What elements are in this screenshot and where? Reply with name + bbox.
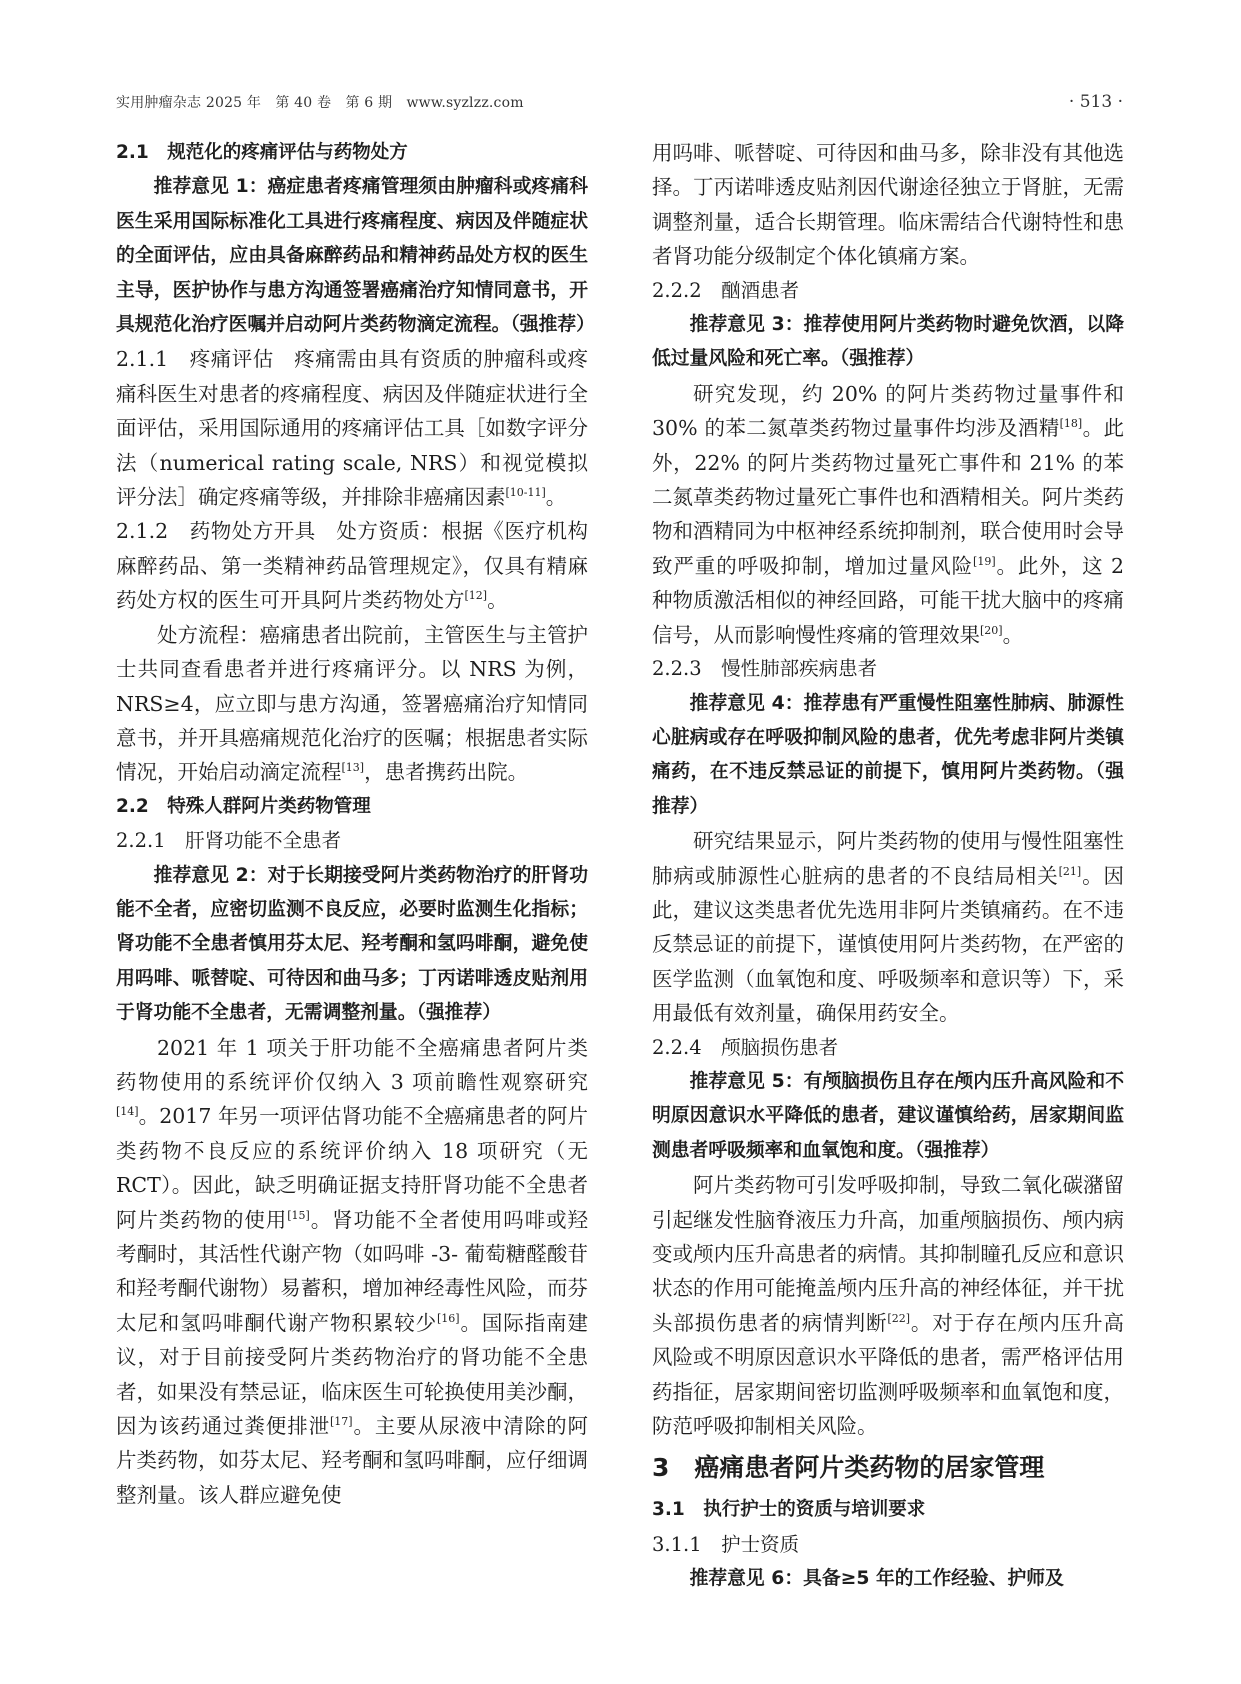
page-number: · 513 · (1068, 92, 1123, 112)
section-2-1-2-text: 处方资质：根据《医疗机构麻醉药品、第一类精神药品管理规定》，仅具有精麻药处方权的医生可开具阿片类药物处方 (116, 519, 589, 613)
recommendation-2: 推荐意见 2：对于长期接受阿片类药物治疗的肝肾功能不全者，应密切监测不良反应，必要时监测生化指标；肾功能不全患者慎用芬太尼、羟考酮和氢吗啡酮，避免使用吗啡、哌替啶、可待因和曲马多；丁丙诺啡透皮贴剂用于肾功能不全患者，无需调整剂量。（强推荐） (116, 864, 588, 1024)
paragraph-text: 。此外，22% 的阿片类药物过量死亡事件和 21% 的苯二氮䓬类药物过量死亡事件也和酒精相关。阿片类药物和酒精同为中枢神经系统抑制剂，联合使用时会导致严重的呼吸抑制，增加过量风险 (652, 416, 1124, 578)
citation: [20] (980, 623, 1003, 637)
citation: [22] (887, 1311, 910, 1325)
right-column (652, 136, 1124, 1597)
left-column (116, 136, 595, 1512)
section-2-2-1-title: 2.2.1 肝肾功能不全患者 (116, 829, 342, 853)
lung-paragraph (652, 824, 1124, 1030)
paragraph-text: ，患者携药出院。 (364, 760, 529, 785)
recommendation-6: 推荐意见 6：具备≥5 年的工作经验、护师及 (689, 1568, 1064, 1590)
section-2-1-2-heading: 2.1.2 药物处方开具 (116, 519, 316, 544)
paragraph-text: 。此外，这 2 种物质激活相似的神经回路，可能干扰大脑中的疼痛信号，从而影响慢性疼痛的管理效果 (652, 553, 1124, 647)
citation: [17] (330, 1415, 353, 1429)
citation: [14] (116, 1105, 139, 1119)
paragraph-text: 2021 年 1 项关于肝功能不全癌痛患者阿片类药物使用的系统评价仅纳入 3 项前瞻性观察研究 (116, 1035, 588, 1094)
paragraph-text: 研究结果显示，阿片类药物的使用与慢性阻塞性肺病或肺源性心脏病的患者的不良结局相关 (652, 829, 1124, 888)
section-2-2-title: 2.2 特殊人群阿片类药物管理 (116, 795, 371, 817)
journal-header: 实用肿瘤杂志 2025 年 第 40 卷 第 6 期 www.syzlzz.com (116, 95, 524, 111)
paragraph-text: 。对于存在颅内压升高风险或不明原因意识水平降低的患者，需严格评估用药指征，居家期间密切监测呼吸频率和血氧饱和度，防范呼吸抑制相关风险。 (652, 1310, 1125, 1439)
paragraph-text: 。因此，建议这类患者优先选用非阿片类镇痛药。在不违反禁忌证的前提下，谨慎使用阿片类药物，在严密的医学监测（血氧饱和度、呼吸频率和意识等）下，采用最低有效剂量，确保用药安全。 (652, 863, 1125, 1026)
section-2-1-title: 2.1 规范化的疼痛评估与药物处方 (116, 142, 408, 163)
citation: [12] (464, 589, 488, 603)
recommendation-3: 推荐意见 3：推荐使用阿片类药物时避免饮酒，以降低过量风险和死亡率。（强推荐） (652, 314, 1124, 370)
paragraph-text: 处方流程：癌痛患者出院前，主管医生与主管护士共同查看患者并进行疼痛评分。以 NRS 为例，NRS≥4，应立即与患方沟通，签署癌痛治疗知情同意书，并开具癌痛规范化治疗的医嘱；根据患者实际情况，开始启动滴定流程 (116, 622, 588, 785)
citation: [15] (287, 1208, 310, 1222)
section-2-1-1-text: 疼痛需由具有资质的肿瘤科或疼痛科医生对患者的疼痛程度、病因及伴随症状进行全面评估，采用国际通用的疼痛评估工具［如数字评分法（numerical rating scale, NRS）和视觉模拟评分法］确定疼痛等级，并排除非癌痛因素 (116, 347, 588, 510)
section-2-2-4-title: 2.2.4 颅脑损伤患者 (652, 1035, 839, 1059)
recommendation-4: 推荐意见 4：推荐患有严重慢性阻塞性肺病、肺源性心脏病或存在呼吸抑制风险的患者，优先考虑非阿片类镇痛药，在不违反禁忌证的前提下，慎用阿片类药物。（强推荐） (652, 692, 1124, 817)
citation: [10-11] (505, 486, 546, 500)
citation: [16] (437, 1311, 460, 1325)
citation: [21] (1058, 864, 1082, 878)
section-2-1-1: 2.1.1 疼痛评估 疼痛需由具有资质的肿瘤科或疼痛科医生对患者的疼痛程度、病因及伴随症状进行全面评估，采用国际通用的疼痛评估工具［如数字评分法（numerical rating scale, NRS）和视觉模拟评分法］确定疼痛等级，并排除非癌痛因素[10-11]。 (116, 347, 588, 510)
alcohol-paragraph (652, 377, 1124, 652)
paragraph-text: 阿片类药物可引发呼吸抑制，导致二氧化碳潴留引起继发性脑脊液压力升高，加重颅脑损伤、颅内病变或颅内压升高患者的病情。其抑制瞳孔反应和意识状态的作用可能掩盖颅内压升高的神经体征，并干扰头部损伤患者的病情判断 (652, 1173, 1124, 1335)
section-2-2-3-title: 2.2.3 慢性肺部疾病患者 (652, 657, 878, 681)
section-3-1-1-title: 3.1.1 护士资质 (652, 1532, 800, 1556)
paragraph-text: 。2017 年另一项评估肾功能不全癌痛患者的阿片类药物不良反应的系统评价纳入 18 项研究（无 RCT）。因此，缺乏明确证据支持肝肾功能不全患者阿片类药物的使用 (116, 1104, 588, 1232)
continued-paragraph: 用吗啡、哌替啶、可待因和曲马多，除非没有其他选择。丁丙诺啡透皮贴剂因代谢途径独立于肾脏，无需调整剂量，适合长期管理。临床需结合代谢特性和患者肾功能分级制定个体化镇痛方案。 (652, 141, 1124, 269)
section-2-2-2-title: 2.2.2 酗酒患者 (652, 278, 800, 302)
prescription-flow-paragraph (116, 618, 588, 790)
recommendation-1: 推荐意见 1：癌症患者疼痛管理须由肿瘤科或疼痛科医生采用国际标准化工具进行疼痛程度、病因及伴随症状的全面评估，应由具备麻醉药品和精神药品处方权的医生主导，医护协作与患方沟通签署癌痛治疗知情同意书，开具规范化治疗医嘱并启动阿片类药物滴定流程。（强推荐） (116, 176, 595, 336)
liver-kidney-paragraph (116, 1031, 588, 1513)
recommendation-5: 推荐意见 5：有颅脑损伤且存在颅内压升高风险和不明原因意识水平降低的患者，建议谨慎给药，居家期间监测患者呼吸频率和血氧饱和度。（强推荐） (652, 1070, 1124, 1161)
paragraph-text: 研究发现，约 20% 的阿片类药物过量事件和 30% 的苯二氮䓬类药物过量事件均涉及酒精 (652, 381, 1124, 441)
citation: [18] (1059, 417, 1083, 431)
paragraph-text: 。国际指南建议，对于目前接受阿片类药物治疗的肾功能不全患者，如果没有禁忌证，临床医生可轮换使用美沙酮，因为该药通过粪便排泄 (116, 1310, 589, 1439)
citation: [19] (973, 555, 996, 569)
citation: [13] (341, 761, 365, 775)
brain-injury-paragraph (652, 1168, 1124, 1443)
section-2-1-2: 2.1.2 药物处方开具 处方资质：根据《医疗机构麻醉药品、第一类精神药品管理规定》，仅具有精麻药处方权的医生可开具阿片类药物处方[12]。 (116, 519, 589, 613)
section-3-title: 3 癌痛患者阿片类药物的居家管理 (652, 1453, 1045, 1483)
section-2-1-1-heading: 2.1.1 疼痛评估 (116, 347, 274, 372)
paragraph-text: 。主要从尿液中清除的阿片类药物，如芬太尼、羟考酮和氢吗啡酮，应仔细调整剂量。该人群应避免使 (116, 1414, 589, 1507)
paragraph-text: 。肾功能不全者使用吗啡或羟考酮时，其活性代谢产物（如吗啡 -3- 葡萄糖醛酸苷和羟考酮代谢物）易蓄积，增加神经毒性风险，而芬太尼和氢吗啡酮代谢产物积累较少 (116, 1207, 589, 1335)
section-3-1-title: 3.1 执行护士的资质与培训要求 (652, 1499, 926, 1521)
paragraph-text: 。 (1002, 622, 1024, 647)
